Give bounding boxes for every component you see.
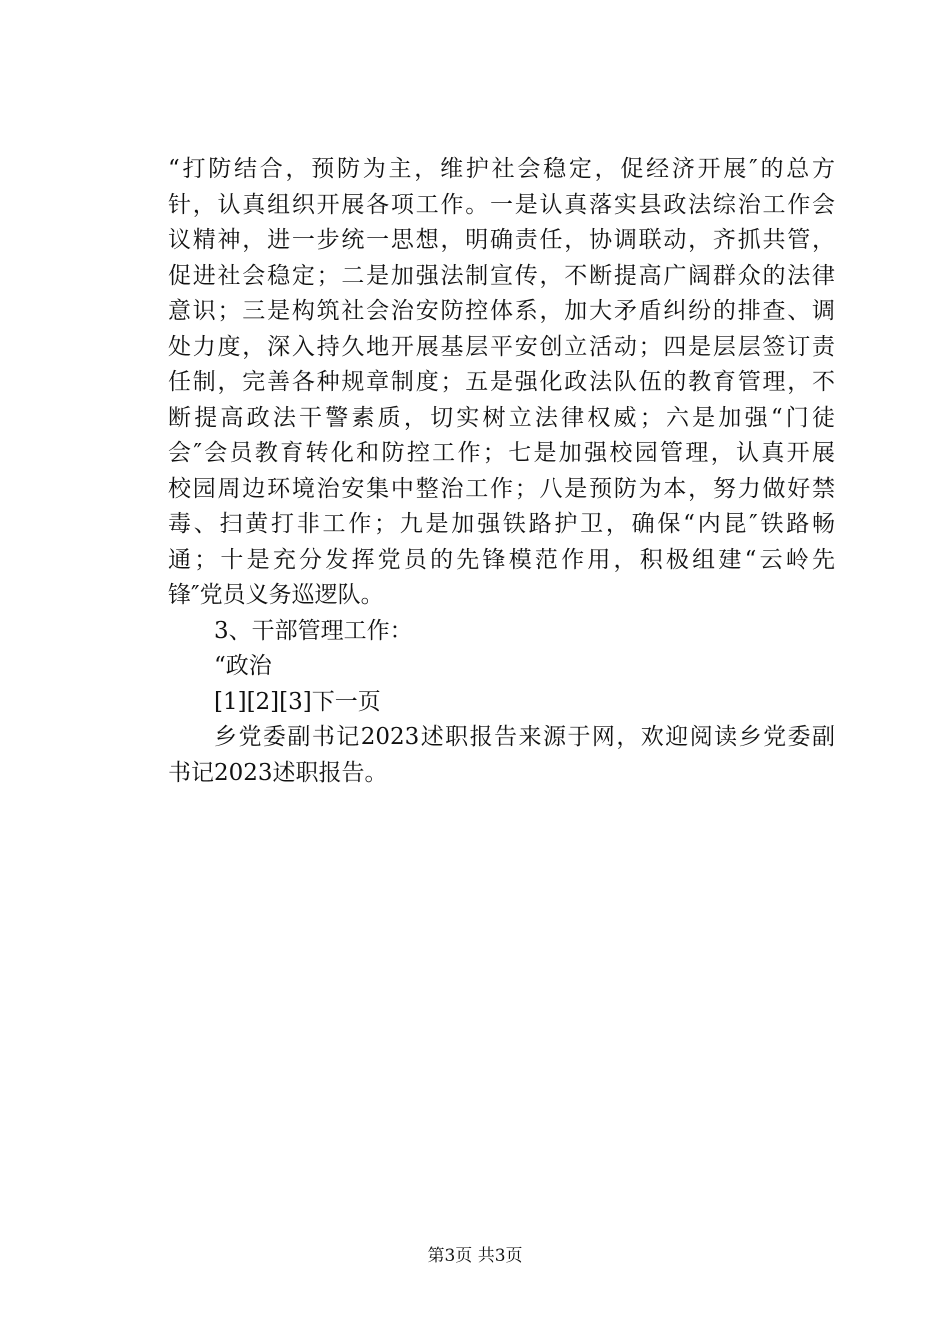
paragraph-line: 锋″党员义务巡逻队。 xyxy=(168,582,384,608)
document-body xyxy=(168,152,835,791)
text-fragment: “政治 xyxy=(214,653,272,679)
paragraph-line: 意识；三是构筑社会治安防控体系，加大矛盾纠纷的排查、调 xyxy=(168,298,835,324)
main-paragraph xyxy=(168,152,835,614)
source-note xyxy=(168,720,835,791)
pagination-links[interactable]: [1][2][3]下一页 xyxy=(214,688,381,715)
section-heading: 3、干部管理工作： xyxy=(214,617,413,644)
paragraph-line: 议精神，进一步统一思想，明确责任，协调联动，齐抓共管， xyxy=(168,227,835,253)
paragraph-line: 会″会员教育转化和防控工作；七是加强校园管理，认真开展 xyxy=(168,440,835,466)
paragraph-line: 毒、扫黄打非工作；九是加强铁路护卫，确保“内昆″铁路畅 xyxy=(168,511,835,537)
paragraph-line: 任制，完善各种规章制度；五是强化政法队伍的教育管理，不 xyxy=(168,369,835,395)
paragraph-line: 校园周边环境治安集中整治工作；八是预防为本，努力做好禁 xyxy=(168,475,835,502)
paragraph-line: 处力度，深入持久地开展基层平安创立活动；四是层层签订责 xyxy=(168,333,835,360)
source-note-line: 书记2023述职报告。 xyxy=(168,759,388,786)
paragraph-line: 断提高政法干警素质，切实树立法律权威；六是加强“门徒 xyxy=(168,404,835,431)
paragraph-line: “打防结合，预防为主，维护社会稳定，促经济开展″的总方 xyxy=(168,156,835,182)
paragraph-line: 通；十是充分发挥党员的先锋模范作用，积极组建“云岭先 xyxy=(168,546,835,573)
paragraph-line: 促进社会稳定；二是加强法制宣传，不断提高广阔群众的法律 xyxy=(168,262,835,289)
paragraph-line: 针，认真组织开展各项工作。一是认真落实县政法综治工作会 xyxy=(168,191,835,218)
source-note-line: 乡党委副书记2023述职报告来源于网，欢迎阅读乡党委副 xyxy=(214,724,835,750)
page-footer: 第3页 共3页 xyxy=(427,1246,523,1266)
